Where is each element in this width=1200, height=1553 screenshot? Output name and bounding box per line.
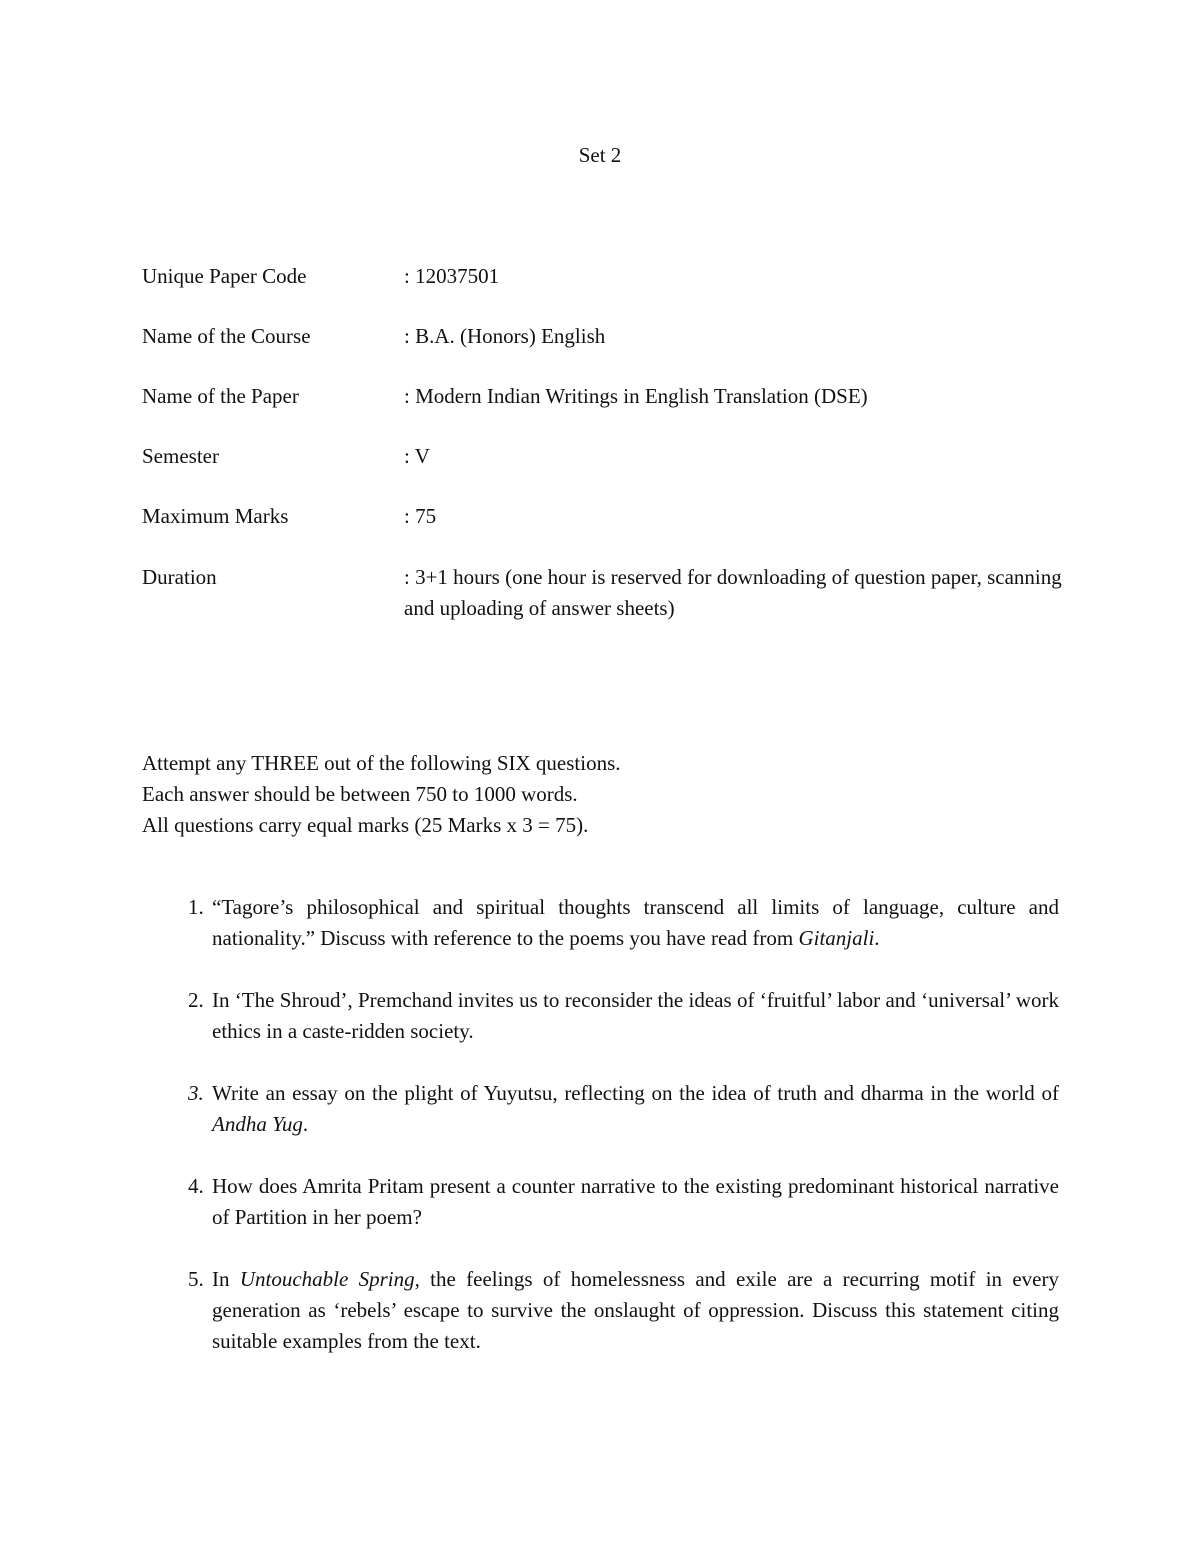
meta-value: : 12037501	[404, 264, 500, 288]
meta-row-semester	[142, 441, 1072, 472]
question-number: 3.	[188, 1081, 204, 1105]
question-number: 4.	[188, 1174, 204, 1198]
question-number: 5.	[188, 1267, 204, 1291]
question-1	[142, 892, 1059, 954]
set-label: Set 2	[578, 143, 622, 167]
meta-label: Name of the Course	[142, 324, 311, 348]
meta-value: : 75	[404, 504, 437, 528]
instruction-line: All questions carry equal marks (25 Marks x 3 = 75).	[142, 813, 589, 837]
question-text: In ‘The Shroud’, Premchand invites us to reconsider the ideas of ‘fruitful’ labor and ‘universal’ work ethics in a caste-ridden society.	[212, 988, 1059, 1043]
meta-label: Maximum Marks	[142, 504, 289, 528]
meta-row-max-marks	[142, 501, 1072, 532]
question-5	[142, 1264, 1059, 1357]
meta-row-paper	[142, 381, 1072, 412]
question-number: 2.	[188, 988, 204, 1012]
question-text: How does Amrita Pritam present a counter narrative to the existing predominant historical narrative of Partition in her poem?	[212, 1174, 1059, 1229]
meta-label: Unique Paper Code	[142, 264, 307, 288]
work-title: Untouchable Spring	[239, 1267, 415, 1291]
question-text: In Untouchable Spring, the feelings of homelessness and exile are a recurring motif in every generation as ‘rebels’ escape to survive the onslaught of oppression. Discuss this statement citing suitable examples from the text.	[212, 1267, 1059, 1353]
instruction-line: Attempt any THREE out of the following SIX questions.	[142, 751, 621, 775]
meta-value: : B.A. (Honors) English	[404, 324, 606, 348]
question-text: “Tagore’s philosophical and spiritual thoughts transcend all limits of language, culture and nationality.” Discuss with reference to the poems you have read from Gitanjali.	[212, 895, 1059, 950]
work-title: Gitanjali	[798, 926, 875, 950]
instruction-line: Each answer should be between 750 to 1000 words.	[142, 782, 578, 806]
question-4	[142, 1171, 1059, 1233]
meta-row-paper-code	[142, 261, 1072, 292]
meta-value: : V	[404, 444, 430, 468]
question-number: 1.	[188, 895, 204, 919]
question-3	[142, 1078, 1059, 1140]
meta-label: Duration	[142, 565, 217, 589]
meta-label: Name of the Paper	[142, 384, 299, 408]
work-title: Andha Yug	[212, 1112, 303, 1136]
meta-row-course	[142, 321, 1072, 352]
question-2	[142, 985, 1059, 1047]
meta-label: Semester	[142, 444, 219, 468]
meta-value: : Modern Indian Writings in English Translation (DSE)	[404, 384, 868, 408]
question-text: Write an essay on the plight of Yuyutsu, reflecting on the idea of truth and dharma in the world of Andha Yug.	[212, 1081, 1059, 1136]
meta-row-duration	[142, 562, 1072, 624]
instructions	[142, 748, 1072, 841]
meta-value: : 3+1 hours (one hour is reserved for downloading of question paper, scanning and uploading of answer sheets)	[404, 565, 1062, 620]
